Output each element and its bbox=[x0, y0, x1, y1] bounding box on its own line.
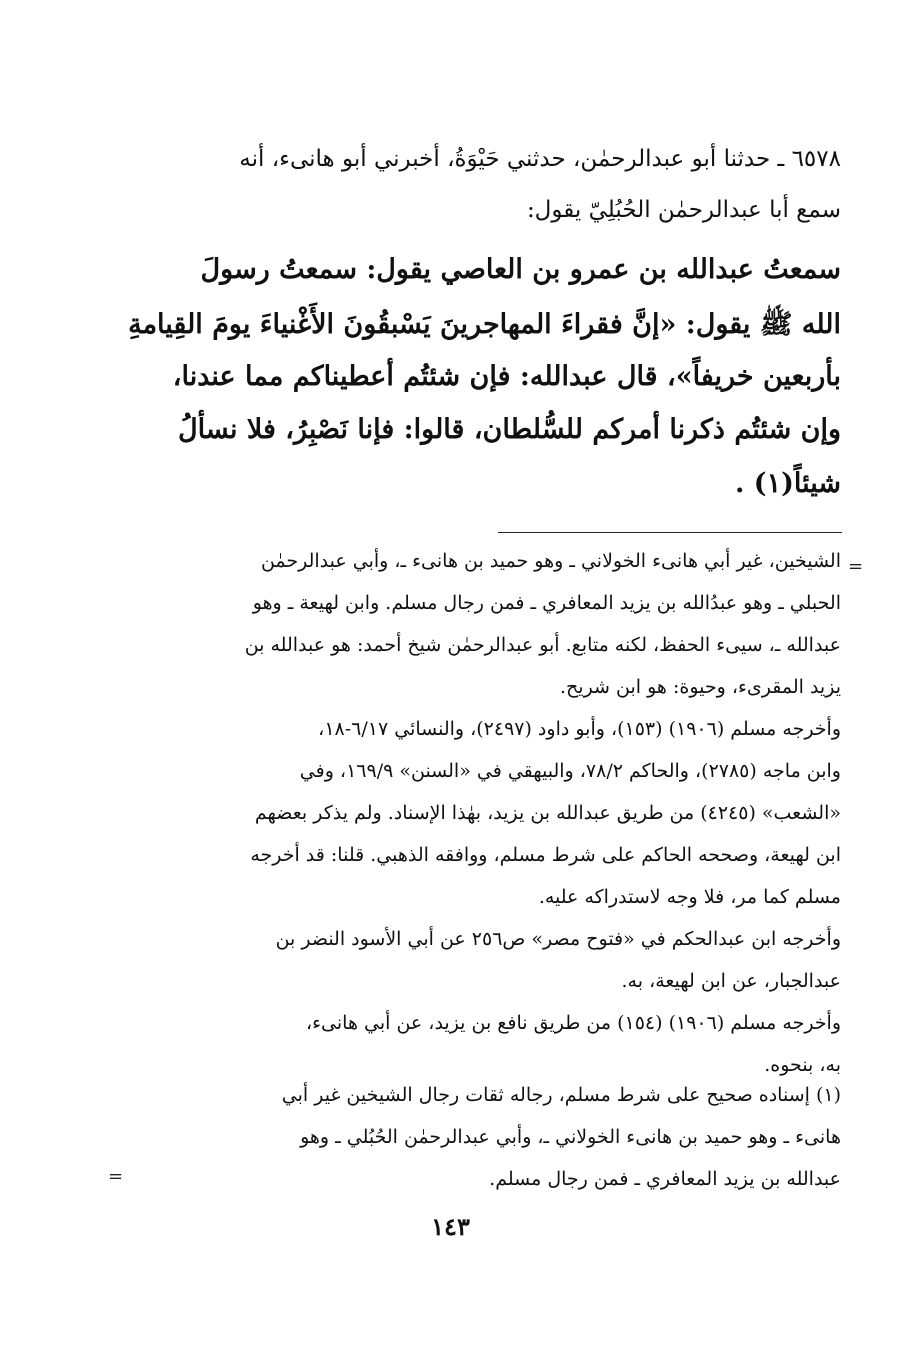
footnote-line-5: وأخرجه مسلم (١٩٠٦) (١٥٣)، وأبو داود (٢٤٩٧)، والنسائي ٦/١٧-١٨، bbox=[318, 718, 841, 740]
continuation-mark-bottom: = bbox=[108, 1166, 124, 1187]
footnote-line-6: وابن ماجه (٢٧٨٥)، والحاكم ٧٨/٢، والبيهقي في «السنن» ١٦٩/٩، وفي bbox=[299, 760, 841, 782]
footnote-line-7: «الشعب» (٤٢٤٥) من طريق عبدالله بن يزيد، بهٰذا الإسناد. ولم يذكر بعضهم bbox=[254, 802, 841, 824]
footnote-line-11: عبدالجبار، عن ابن لهيعة، به. bbox=[621, 970, 841, 992]
footnote-line-3: عبدالله ـ، سيىء الحفظ، لكنه متابع. أبو عبدالرحمٰن شيخ أحمد: هو عبدالله بن bbox=[244, 634, 841, 656]
footnote-line-14: (١) إسناده صحيح على شرط مسلم، رجاله ثقات رجال الشيخين غير أبي bbox=[281, 1084, 841, 1106]
matn-line-1: سمعتُ عبدالله بن عمرو بن العاصي يقول: سمعتُ رسولَ bbox=[200, 254, 841, 285]
footnote-line-13: به، بنحوه. bbox=[764, 1054, 841, 1076]
matn-line-5: شيئاً(١) . bbox=[734, 468, 841, 499]
footnote-line-2: الحبلي ـ وهو عبدُالله بن يزيد المعافري ـ فمن رجال مسلم. وابن لهيعة ـ وهو bbox=[252, 592, 841, 614]
footnote-line-8: ابن لهيعة، وصححه الحاكم على شرط مسلم، ووافقه الذهبي. قلنا: قد أخرجه bbox=[250, 844, 841, 866]
isnad-line-1: ٦٥٧٨ ـ حدثنا أبو عبدالرحمٰن، حدثني حَيْوَةُ، أخبرني أبو هانىء، أنه bbox=[239, 146, 841, 172]
footnote-divider bbox=[498, 532, 842, 533]
footnote-line-10: وأخرجه ابن عبدالحكم في «فتوح مصر» ص٢٥٦ عن أبي الأسود النضر بن bbox=[275, 928, 841, 950]
footnote-line-12: وأخرجه مسلم (١٩٠٦) (١٥٤) من طريق نافع بن يزيد، عن أبي هانىء، bbox=[305, 1012, 841, 1034]
continuation-mark-top: = bbox=[848, 556, 864, 577]
matn-line-4: وإن شئتُم ذكرنا أمركم للسُّلطان، قالوا: فإنا نَصْبِرُ، فلا نسألُ bbox=[178, 414, 841, 445]
page-number: ١٤٣ bbox=[431, 1212, 470, 1241]
footnote-line-9: مسلم كما مر، فلا وجه لاستدراكه عليه. bbox=[538, 886, 841, 908]
footnote-line-16: عبدالله بن يزيد المعافري ـ فمن رجال مسلم. bbox=[489, 1168, 841, 1190]
matn-line-3: بأربعين خريفاً»، قال عبدالله: فإن شئتُم أعطيناكم مما عندنا، bbox=[172, 361, 841, 392]
matn-line-2: الله ﷺ يقول: «إنَّ فقراءَ المهاجرينَ يَسْبقُونَ الأَغْنياءَ يومَ القِيامةِ bbox=[128, 309, 841, 340]
footnote-line-1: الشيخين، غير أبي هانىء الخولاني ـ وهو حميد بن هانىء ـ، وأبي عبدالرحمٰن bbox=[260, 550, 841, 572]
isnad-line-2: سمع أبا عبدالرحمٰن الحُبُلِيّ يقول: bbox=[526, 197, 841, 223]
footnote-line-4: يزيد المقرىء، وحيوة: هو ابن شريح. bbox=[559, 676, 841, 698]
footnote-line-15: هانىء ـ وهو حميد بن هانىء الخولاني ـ، وأبي عبدالرحمٰن الحُبُلي ـ وهو bbox=[300, 1126, 841, 1148]
